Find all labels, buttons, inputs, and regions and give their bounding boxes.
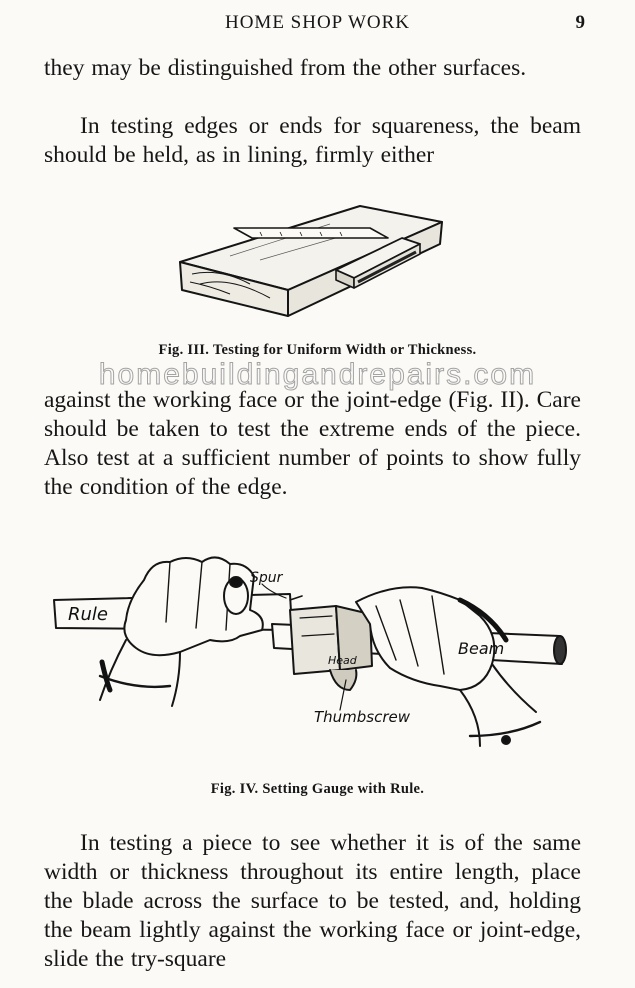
figure-4-caption: Fig. IV. Setting Gauge with Rule. <box>210 781 425 797</box>
figure-4-illustration <box>40 540 580 772</box>
beam-end <box>554 636 566 664</box>
label-spur: Spur <box>250 570 283 586</box>
paragraph-4: In testing a piece to see whether it is of the same width or thickness throughout its entire length, place the blade across the surface to be tested, and, holding the beam lightly against the working face or joint-edge, slide the try-square <box>44 830 581 972</box>
right-cuff <box>470 722 540 736</box>
cuff-button <box>502 736 510 744</box>
left-thumbnail <box>230 577 242 587</box>
paragraph-3: against the working face or the joint-edge (Fig. II). Care should be taken to test the extreme ends of the piece. Also test at a sufficient number of points to show fully the condition of the edge. <box>44 387 581 500</box>
figure-3-illustration <box>170 198 450 326</box>
page-number: 9 <box>575 12 585 33</box>
thumbscrew <box>330 670 356 690</box>
paragraph-2: In testing edges or ends for squareness, the beam should be held, as in lining, firmly either <box>44 113 581 168</box>
spur <box>290 596 302 600</box>
paragraph-1: they may be distinguished from the other surfaces. <box>44 55 527 81</box>
label-thumbscrew: Thumbscrew <box>314 708 411 726</box>
watermark: homebuildingandrepairs.com <box>98 358 537 391</box>
square-blade <box>234 228 388 238</box>
label-beam: Beam <box>458 639 505 658</box>
running-head: HOME SHOP WORK <box>224 12 411 33</box>
label-rule: Rule <box>68 604 108 625</box>
figure-3-caption: Fig. III. Testing for Uniform Width or Thickness. <box>158 342 477 358</box>
label-head: Head <box>328 654 357 667</box>
page-header <box>0 8 635 38</box>
